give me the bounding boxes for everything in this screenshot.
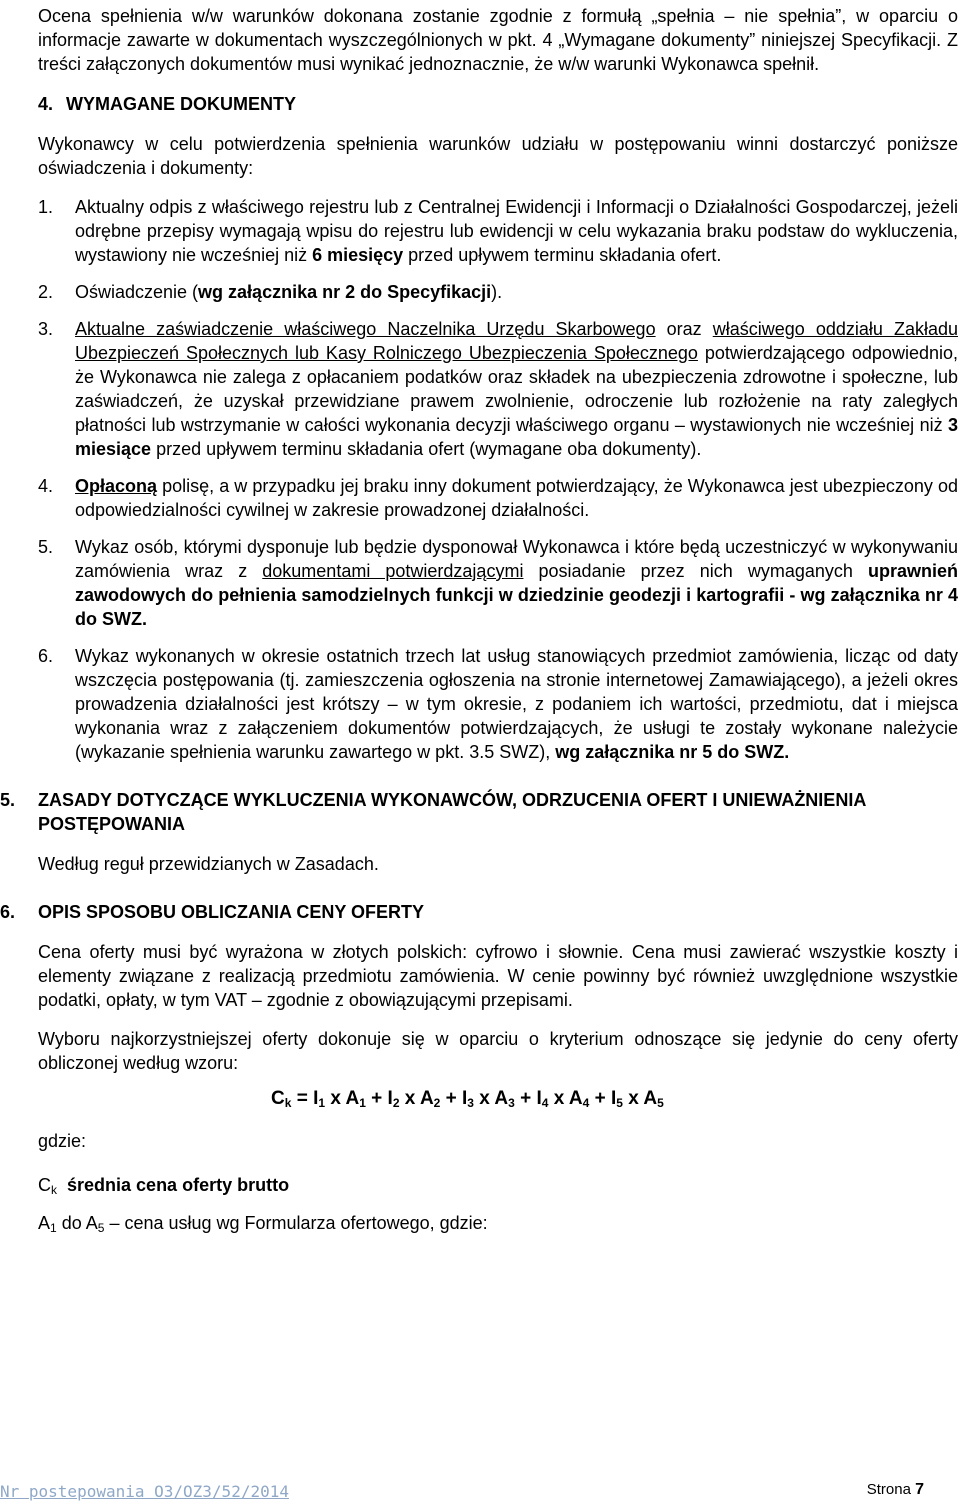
formula-symbol: I <box>313 1088 319 1109</box>
section-5-title: ZASADY DOTYCZĄCE WYKLUCZENIA WYKONAWCÓW, ODRZUCENIA OFERT I UNIEWAŻNIENIA POSTĘPOWANIA <box>38 790 866 834</box>
tender-reference: Nr postepowania O3/OZ3/52/2014 <box>0 1482 289 1501</box>
item-text-part: ). <box>491 282 503 302</box>
def-subscript: 1 <box>50 1221 57 1235</box>
page-label: Strona <box>866 1481 916 1498</box>
formula-symbol: A <box>643 1088 658 1109</box>
item-text-part: przed upływem terminu składania ofert (wymagane oba dokumenty). <box>151 439 702 459</box>
definition-ck <box>38 1173 958 1197</box>
list-item <box>38 317 958 461</box>
formula-subscript: 1 <box>359 1096 366 1110</box>
section-6-title: OPIS SPOSOBU OBLICZANIA CENY OFERTY <box>38 902 425 922</box>
def-subscript: k <box>51 1183 57 1197</box>
item-bold-part: wg załącznika nr 5 do SWZ. <box>555 742 790 762</box>
section-4-title: WYMAGANE DOKUMENTY <box>66 94 296 114</box>
item-bold-part: 6 miesięcy <box>312 245 404 265</box>
price-formula: $C_k = I_1$ x $A_1 + I_2$ x $A_2 + I_3$ x $A_3 + I_4$ x $A_4 + I_5$ x $A_5$ <box>271 1088 664 1110</box>
item-number: 4. <box>38 476 54 496</box>
section-5-text: Według reguł przewidzianych w Zasadach. <box>38 854 379 874</box>
section-6-paragraph-1: Cena oferty musi być wyrażona w złotych polskich: cyfrowo i słownie. Cena musi zawierać wszystkie koszty i elementy związane z realizacją przedmiotu zamówienia. W cenie powinny być również uwzględnione wszystkie podatki, opłaty, w tym VAT – zgodnie z obowiązującymi przepisami. <box>38 942 958 1010</box>
formula-subscript: k <box>284 1096 292 1110</box>
section-6-number: 6. <box>0 902 16 922</box>
formula-symbol: A <box>494 1088 509 1109</box>
formula-symbol: A <box>345 1088 360 1109</box>
def-text: średnia cena oferty brutto <box>67 1175 290 1195</box>
formula-symbol: I <box>387 1088 393 1109</box>
item-text-part: oraz <box>655 319 713 339</box>
page-footer <box>0 1476 960 1500</box>
item-text-part: Aktualny odpis z właściwego rejestru lub z Centralnej Ewidencji i Informacji o Działalności Gospodarczej, jeżeli odrębne przepisy wymagają wpisu do rejestru lub ewidencji w celu wykazania braku podstaw do wykluczenia, wystawiony nie wcześniej niż <box>75 197 958 265</box>
formula-symbol: C <box>271 1088 285 1109</box>
item-text <box>75 535 958 631</box>
item-bold-part: wg załącznika nr 2 do Specyfikacji <box>198 282 492 302</box>
formula-symbol: I <box>536 1088 542 1109</box>
formula-subscript: 5 <box>616 1096 623 1110</box>
section-4-heading <box>38 92 958 116</box>
def-subscript: 5 <box>97 1221 105 1235</box>
formula-symbol: A <box>568 1088 583 1109</box>
definition-a1-a5 <box>38 1211 958 1235</box>
intro-paragraph: Ocena spełnienia w/w warunków dokonana zostanie zgodnie z formułą „spełnia – nie spełnia”, w oparciu o informacje zawarte w dokumentach wyszczególnionych w pkt. 4 „Wymagane dokumenty” niniejszej Specyfikacji. Z treści załączonych dokumentów musi wynikać jednoznacznie, że w/w warunki Wykonawca spełnił. <box>38 6 958 74</box>
list-item <box>38 474 958 522</box>
item-number: 6. <box>38 646 54 666</box>
item-number: 3. <box>38 319 54 339</box>
item-text-part: Oświadczenie ( <box>75 282 199 302</box>
formula-symbol: A <box>419 1088 434 1109</box>
section-6-paragraph-2: Wyboru najkorzystniejszej oferty dokonuje się w oparciu o kryterium odnoszące się jedynie do ceny oferty obliczonej według wzoru: <box>38 1029 958 1073</box>
def-symbol: C <box>38 1175 51 1195</box>
document-page <box>0 4 958 1235</box>
list-item <box>38 644 958 764</box>
item-number: 2. <box>38 282 54 302</box>
item-number: 1. <box>38 197 54 217</box>
section-6-heading <box>0 900 958 924</box>
section-5-number: 5. <box>0 790 16 810</box>
formula-symbol: I <box>610 1088 617 1109</box>
def-symbol: do A <box>56 1213 98 1233</box>
list-item <box>38 280 958 304</box>
list-item <box>38 535 958 631</box>
gdzie-label: gdzie: <box>38 1131 87 1151</box>
formula-subscript: 2 <box>392 1096 400 1110</box>
item-text-part: Wykaz osób, którymi dysponuje lub będzie dysponował Wykonawca i które będą uczestniczyć w wykonywaniu zamówienia wraz z <box>75 537 958 581</box>
item-bold-part: uprawnień zawodowych do pełnienia samodzielnych funkcji w dziedzinie geodezji i kartografii - wg załącznika nr 4 do SWZ. <box>75 561 958 629</box>
item-text-part: posiadanie przez nich wymaganych <box>523 561 868 581</box>
item-text <box>75 644 958 764</box>
formula-subscript: 4 <box>582 1096 590 1110</box>
formula-subscript: 3 <box>467 1096 474 1110</box>
section-4-number: 4. <box>38 94 54 114</box>
formula-subscript: 4 <box>541 1096 549 1110</box>
page-number-label <box>867 1478 924 1502</box>
def-text: – cena usług wg Formularza ofertowego, gdzie: <box>104 1213 488 1233</box>
required-documents-list <box>38 195 958 764</box>
formula-subscript: 1 <box>318 1096 326 1110</box>
list-item <box>38 195 958 267</box>
item-text-part: przed upływem terminu składania ofert. <box>403 245 722 265</box>
section-5-heading <box>0 788 958 836</box>
page-number: 7 <box>915 1481 924 1498</box>
item-text-part: potwierdzającego odpowiednio, że Wykonawca nie zalega z opłacaniem podatków oraz składek na ubezpieczenia zdrowotne i społeczne, lub zaświadczeń, że uzyskał przewidziane prawem zwolnienie, odroczenie lub rozłożenie na raty zaległych płatności lub wstrzymanie w całości wykonania decyzji właściwego organu – wystawionych nie wcześniej niż <box>75 343 958 435</box>
section-4-lead: Wykonawcy w celu potwierdzenia spełnienia warunków udziału w postępowaniu winni dostarczyć poniższe oświadczenia i dokumenty: <box>38 134 958 178</box>
item-text <box>75 317 958 461</box>
item-number: 5. <box>38 537 54 557</box>
formula-subscript: 5 <box>657 1096 664 1110</box>
item-text <box>75 474 958 522</box>
formula-subscript: 2 <box>433 1096 441 1110</box>
item-underlined-part: właściwego oddziału Zakładu Ubezpieczeń Społecznych lub Kasy Rolniczego Ubezpieczenia Społecznego <box>75 319 958 363</box>
item-text-part: polisę, a w przypadku jej braku inny dokument potwierdzający, że Wykonawca jest ubezpieczony od odpowiedzialności cywilnej w zakresie prowadzonej działalności. <box>75 476 958 520</box>
def-symbol: A <box>38 1213 51 1233</box>
item-underlined-part: Aktualne zaświadczenie właściwego Naczelnika Urzędu Skarbowego <box>75 319 656 339</box>
item-bold-underlined-part: Opłaconą <box>75 476 158 496</box>
item-text <box>75 195 958 267</box>
item-text <box>75 280 958 304</box>
item-underlined-part: dokumentami potwierdzającymi <box>262 561 524 581</box>
item-bold-part: 3 miesiące <box>75 415 958 459</box>
formula-symbol: I <box>462 1088 468 1109</box>
item-text-part: Wykaz wykonanych w okresie ostatnich trzech lat usług stanowiących przedmiot zamówienia, licząc od daty wszczęcia postępowania (tj. zamieszczenia ogłoszenia na stronie internetowej Zamawiającego), a jeżeli okres prowadzenia działalności jest krótszy – w tym okresie, z podaniem ich wartości, przedmiotu, dat i miejsca wykonania wraz z załączeniem dokumentów potwierdzających, że usługi te zostały wykonane należycie (wykazanie spełnienia warunku zawartego w pkt. 3.5 SWZ), <box>75 646 958 762</box>
formula-subscript: 3 <box>508 1096 515 1110</box>
